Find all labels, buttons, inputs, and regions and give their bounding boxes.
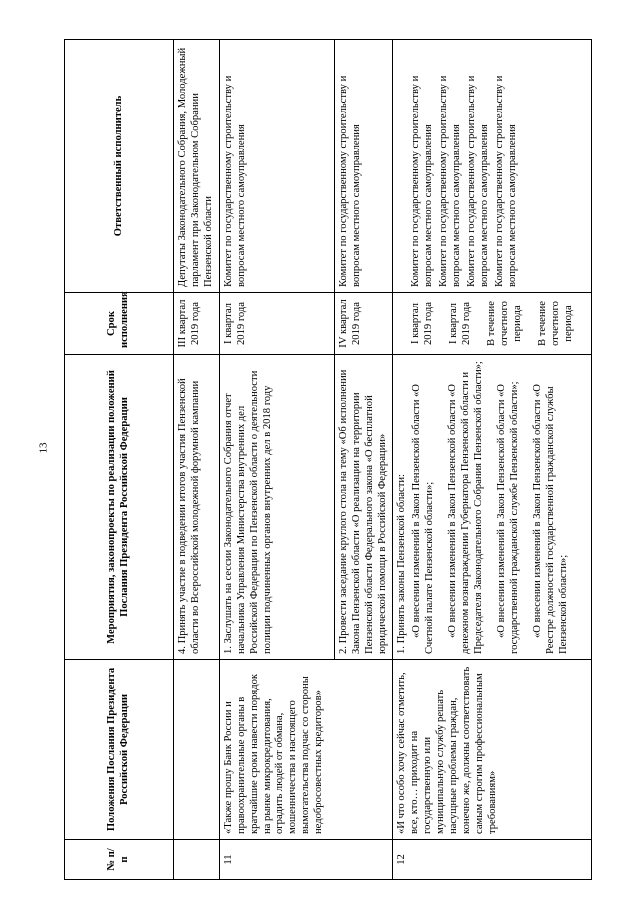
row-responsible	[219, 40, 393, 293]
row-responsible	[393, 40, 591, 293]
term-item: I квартал 2019 года	[410, 302, 435, 346]
row-measures	[219, 355, 393, 660]
measure-item: «О внесении изменений в Закон Пензенской области «О денежном вознаграждении Губернатора Пензенской области и Председателя Законодательного Собрания Пензенской области»;	[447, 361, 485, 654]
term-item: III квартал 2019 года	[177, 299, 201, 348]
responsible-item: Комитет по государственному строительству и вопросам местного самоуправления	[493, 75, 518, 287]
responsible-item: Комитет по государственному строительству и вопросам местного самоуправления	[438, 75, 463, 287]
table-row	[393, 40, 591, 880]
term-item: I квартал 2019 года	[448, 302, 473, 346]
measure-item: 2. Провести заседание круглого стола на тему «Об исполнении Закона Пензенской области «О реализации на территории Пензенской области Федерального закона «О бесплатной юридической помощи в Российской Федерации»	[337, 369, 388, 654]
term-item: В течение отчетного периода	[486, 301, 523, 346]
table-header-row	[65, 40, 174, 880]
row-responsible	[174, 40, 220, 293]
row-position: «И что особо хочу сейчас отметить, все, кто… приходит на государственную или муниципальную службу решать насущные проблемы граждан, конечно же, должны соответствовать самым строгим профессиональным требованиям»	[393, 660, 591, 840]
responsible-item: Комитет по государственному строительству и вопросам местного самоуправления	[466, 75, 491, 287]
measure-item: 4. Принять участие в подведении итогов участия Пензенской области во Всероссийской молодежной форумной кампании	[177, 378, 201, 654]
row-measures	[393, 355, 591, 660]
responsible-item: Депутаты Законодательного Собрания, Молодежный парламент при Законодательном Собрании Пензенской области	[177, 47, 214, 287]
row-position	[174, 660, 220, 840]
header-measures: Мероприятия, законопроекты по реализации положений Послания Президента Российской Федерации	[65, 355, 174, 660]
page-number: 13	[37, 442, 50, 454]
header-responsible: Ответственный исполнитель	[65, 40, 174, 293]
row-term	[393, 293, 591, 355]
header-term: Срок исполнения	[65, 293, 174, 355]
header-position: Положения Послания Президента Российской Федерации	[65, 660, 174, 840]
table-row	[219, 40, 393, 880]
row-term	[174, 293, 220, 355]
row-position: «Также прошу Банк России и правоохранительные органы в кратчайшие сроки навести порядок на рынке микрокредитования, оградить людей от обмана, мошенничества и настоящего вымогательства подчас со стороны недобросовестных кредиторов»	[219, 660, 393, 840]
posl-implementation-table	[64, 39, 592, 880]
term-item: В течение отчетного периода	[536, 301, 574, 346]
responsible-item: Комитет по государственному строительству и вопросам местного самоуправления	[337, 75, 362, 287]
rotated-table-container	[64, 40, 584, 880]
measure-item: «О внесении изменений в Закон Пензенской области «О Реестре должностей государственной гражданской службы Пензенской области»;	[531, 384, 569, 654]
measure-item: «О внесении изменений в Закон Пензенской области «О Счетной палате Пензенской области»;	[411, 384, 436, 654]
term-item: I квартал 2019 года	[220, 293, 335, 354]
responsible-item: Комитет по государственному строительству и вопросам местного самоуправления	[410, 75, 435, 287]
measure-item: «О внесении изменений в Закон Пензенской области «О государственной гражданской службе Пензенской области»;	[495, 381, 520, 654]
row-measures	[174, 355, 220, 660]
responsible-item: Комитет по государственному строительству и вопросам местного самоуправления	[220, 40, 335, 292]
row-number: 12	[393, 840, 591, 880]
row-number	[174, 840, 220, 880]
measure-item: 1. Принять законы Пензенской области:	[396, 474, 408, 654]
header-num: № п/п	[65, 840, 174, 880]
table-row	[174, 40, 220, 880]
measure-item: 1. Заслушать на сессии Законодательного Собрания отчет начальника Управления Министерства внутренних дел Российской Федерации по Пензенской области о деятельности полиции подчиненных органов внутренних дел в 2018 году	[220, 355, 335, 659]
row-term	[219, 293, 393, 355]
term-item: IV квартал 2019 года	[337, 299, 362, 348]
row-number: 11	[219, 840, 393, 880]
